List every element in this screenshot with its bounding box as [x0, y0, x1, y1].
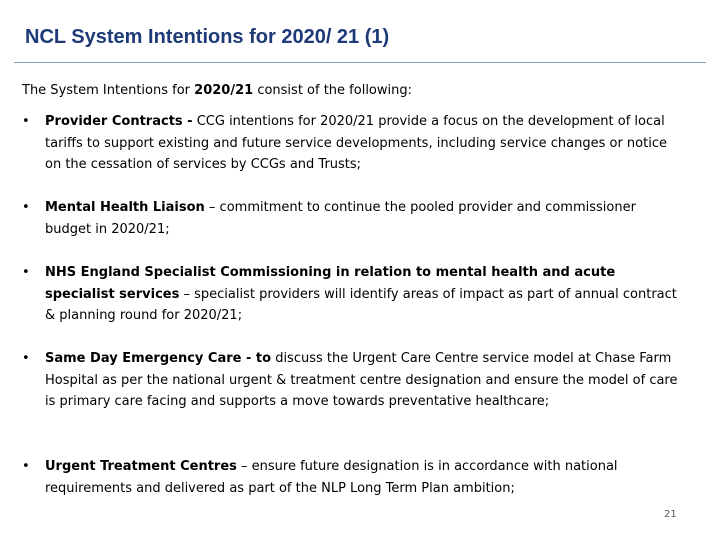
- list-item-heading: Provider Contracts -: [45, 114, 193, 129]
- page-number: 21: [664, 509, 677, 520]
- bullet-dot: •: [22, 114, 30, 129]
- intro-text-before: The System Intentions for: [22, 83, 195, 98]
- intro-paragraph: [22, 81, 702, 101]
- list-item-body: – specialist providers will identify areas of impact as part of annual contract & planning round for 2020/21;: [45, 286, 677, 323]
- list-item-heading: Same Day Emergency Care - to: [45, 351, 272, 366]
- list-item-body: discuss the Urgent Care Centre service model at Chase Farm Hospital as per the national urgent & treatment centre designation and ensure the model of care is primary care facing and supports a move towards preventative healthcare;: [45, 351, 678, 409]
- intro-text-after: consist of the following:: [253, 83, 412, 98]
- intro-text-bold: 2020/21: [194, 83, 254, 98]
- list-item-provider-contracts: [22, 111, 682, 176]
- list-item-body: – commitment to continue the pooled provider and commissioner budget in 2020/21;: [45, 200, 636, 237]
- bullet-dot: •: [22, 351, 30, 366]
- bullet-dot: •: [22, 459, 30, 474]
- list-item-heading: NHS England Specialist Commissioning in relation to mental health and acute specialist services: [45, 265, 616, 302]
- list-item-urgent-treatment-centres: [22, 456, 682, 499]
- page-title: NCL System Intentions for 2020/ 21 (1): [25, 26, 390, 48]
- bullet-dot: •: [22, 265, 30, 280]
- list-item-heading: Mental Health Liaison: [45, 200, 205, 215]
- title-divider: [14, 62, 706, 63]
- list-item-body: – ensure future designation is in accordance with national requirements and delivered as part of the NLP Long Term Plan ambition;: [45, 459, 618, 496]
- list-item-text: [45, 348, 682, 413]
- list-item-text: [45, 456, 682, 499]
- list-item-text: [45, 111, 682, 176]
- list-item-text: [45, 262, 682, 327]
- list-item-text: [45, 197, 682, 240]
- list-item-specialist-commissioning: [22, 262, 682, 327]
- bullet-dot: •: [22, 200, 30, 215]
- list-item-heading: Urgent Treatment Centres: [45, 459, 237, 474]
- list-item-body: CCG intentions for 2020/21 provide a focus on the development of local tariffs to support existing and future service developments, including service changes or notice on the cessation of services by CCGs and Trusts;: [45, 114, 667, 172]
- list-item-same-day-emergency-care: [22, 348, 682, 413]
- list-item-mental-health-liaison: [22, 197, 682, 240]
